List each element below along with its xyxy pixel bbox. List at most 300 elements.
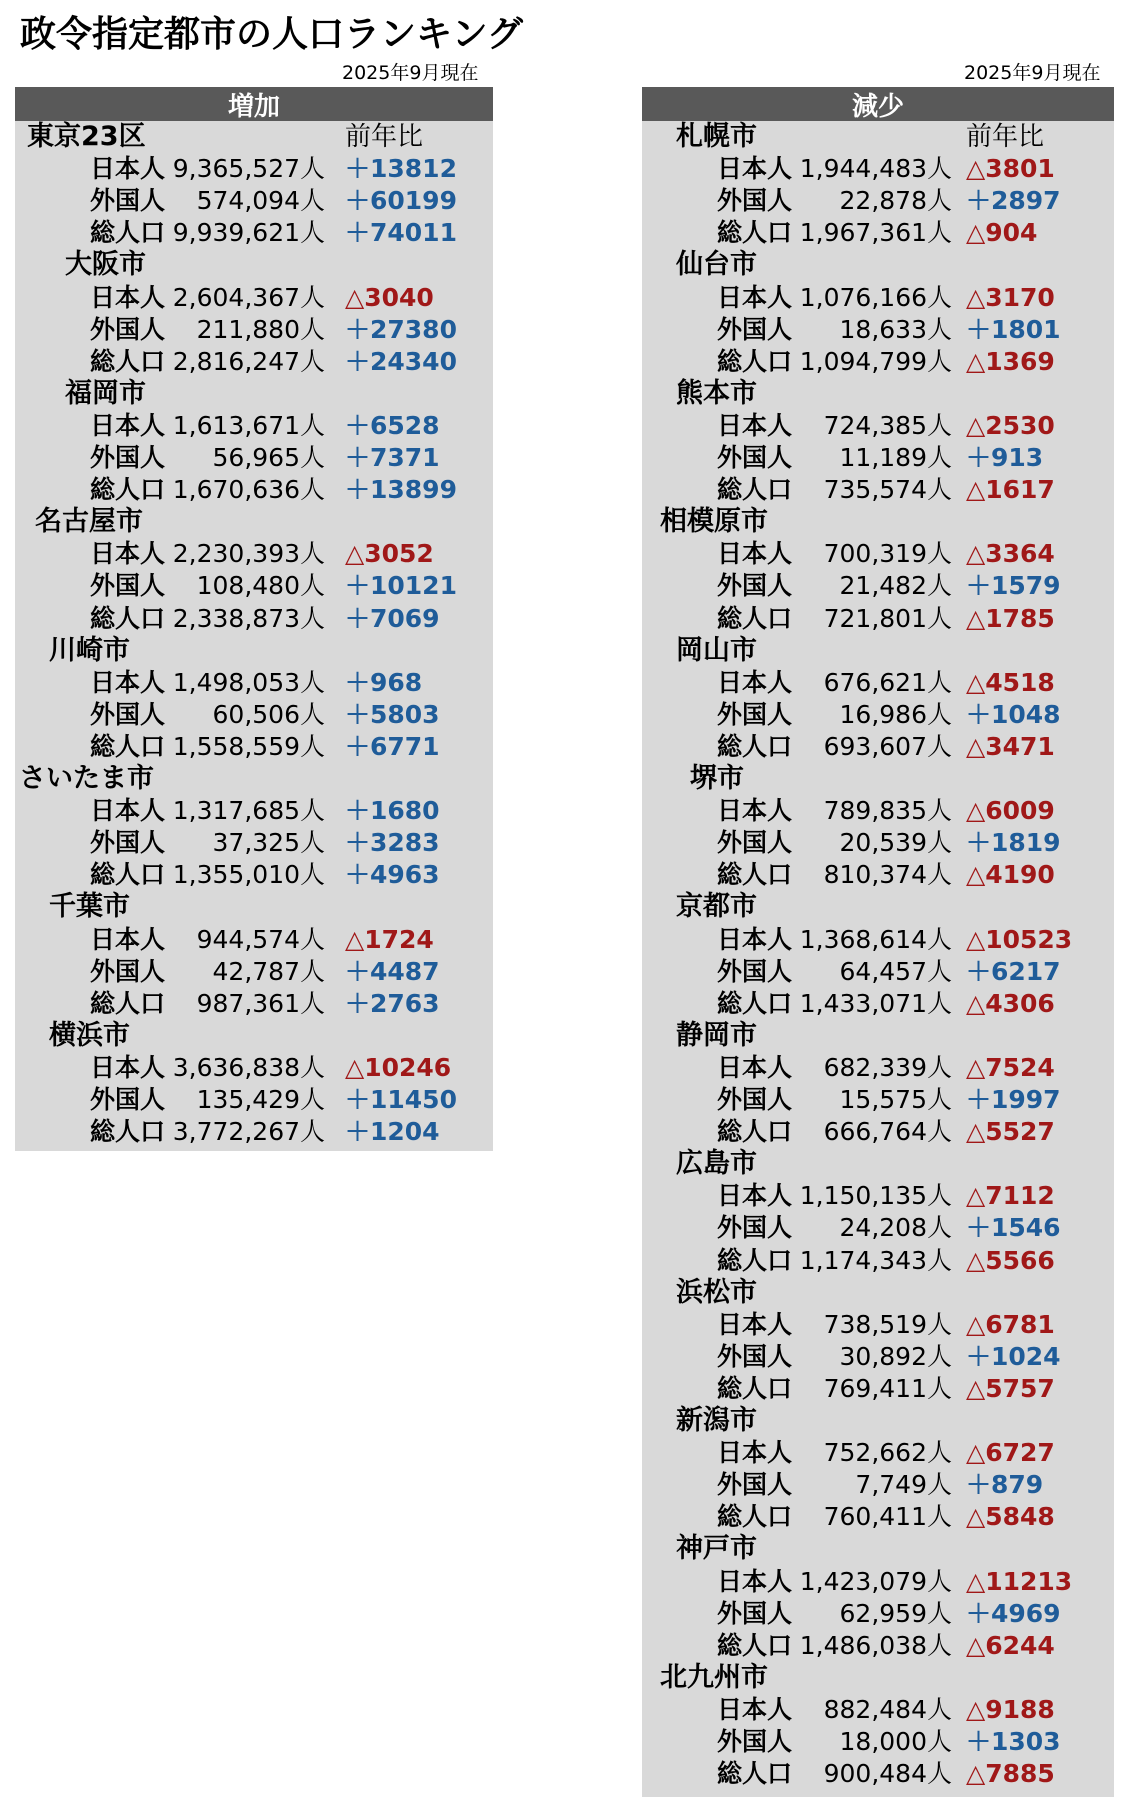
stat-row: [15, 185, 493, 217]
stat-label: 総人口: [89, 731, 165, 761]
stat-label: 外国人: [716, 1085, 792, 1114]
city-name: 東京23区: [27, 121, 146, 152]
city-name: 名古屋市: [35, 506, 143, 538]
stat-label: 日本人: [89, 796, 165, 826]
city-name: 神戸市: [676, 1533, 757, 1565]
stat-row: [642, 314, 1114, 346]
yoy-change: ＋7371: [345, 443, 440, 472]
city-header-row: [642, 1405, 1114, 1437]
yoy-change: ＋879: [966, 1470, 1044, 1500]
stat-row: [642, 282, 1114, 314]
city-name: 福岡市: [65, 377, 146, 409]
yoy-change: △3170: [966, 282, 1055, 312]
population-value: 1,498,053人: [172, 667, 325, 697]
yoy-column-header: 前年比: [966, 122, 1045, 152]
city-header-row: [15, 1020, 493, 1052]
as-of-date-right: 2025年9月現在: [964, 62, 1101, 84]
stat-row: [15, 474, 493, 506]
stat-label: 総人口: [716, 475, 792, 505]
stat-label: 総人口: [716, 1373, 792, 1403]
city-header-row: [15, 763, 493, 795]
stat-row: [15, 346, 493, 378]
stat-label: 日本人: [716, 1309, 792, 1339]
population-value: 42,787人: [212, 956, 325, 986]
stat-row: [642, 859, 1114, 891]
population-value: 1,368,614人: [799, 924, 952, 954]
stat-row: [15, 988, 493, 1020]
population-value: 30,892人: [839, 1341, 952, 1371]
population-value: 769,411人: [823, 1373, 952, 1403]
stat-row: [642, 795, 1114, 827]
yoy-change: △3471: [966, 731, 1055, 761]
stat-row: [642, 924, 1114, 956]
city-name: 相模原市: [660, 506, 768, 538]
stat-label: 日本人: [89, 539, 165, 569]
stat-row: [642, 1212, 1114, 1244]
stat-row: [642, 410, 1114, 442]
yoy-change: ＋11450: [345, 1085, 457, 1114]
stat-label: 日本人: [89, 410, 165, 440]
stat-label: 総人口: [89, 603, 165, 633]
stat-label: 外国人: [716, 1727, 792, 1756]
city-header-row: [642, 1020, 1114, 1052]
yoy-change: ＋27380: [345, 314, 457, 344]
population-value: 810,374人: [823, 860, 952, 890]
city-name: 千葉市: [49, 891, 130, 923]
yoy-change: △3364: [966, 539, 1055, 569]
city-header-row: [642, 763, 1114, 795]
population-value: 9,365,527人: [172, 154, 325, 184]
yoy-change: △7112: [966, 1181, 1055, 1211]
stat-label: 外国人: [716, 1470, 792, 1500]
population-value: 2,816,247人: [172, 346, 325, 376]
population-value: 22,878人: [839, 186, 952, 216]
yoy-change: △7524: [966, 1052, 1055, 1082]
yoy-change: ＋1801: [966, 314, 1061, 344]
stat-row: [15, 1052, 493, 1084]
population-value: 20,539人: [839, 828, 952, 858]
yoy-change: △3040: [345, 282, 434, 312]
yoy-change: △5757: [966, 1373, 1055, 1403]
population-value: 1,317,685人: [172, 796, 325, 826]
stat-row: [15, 731, 493, 763]
population-value: 1,433,071人: [799, 988, 952, 1018]
city-header-row: [15, 378, 493, 410]
yoy-change: △6727: [966, 1438, 1055, 1468]
population-value: 738,519人: [823, 1309, 952, 1339]
yoy-change: △6009: [966, 796, 1055, 826]
stat-label: 外国人: [89, 314, 165, 344]
stat-label: 日本人: [89, 282, 165, 312]
city-name: 静岡市: [676, 1019, 757, 1051]
city-header-row: [642, 1277, 1114, 1309]
stat-label: 総人口: [716, 1759, 792, 1789]
yoy-change: △10246: [345, 1052, 452, 1082]
yoy-change: ＋13812: [345, 154, 457, 184]
city-name: 岡山市: [676, 634, 757, 666]
city-name: 大阪市: [65, 249, 146, 281]
population-value: 944,574人: [196, 924, 325, 954]
population-value: 1,355,010人: [172, 860, 325, 890]
stat-label: 日本人: [716, 282, 792, 312]
city-name: 北九州市: [660, 1661, 768, 1693]
population-value: 56,965人: [212, 443, 325, 472]
stat-row: [642, 603, 1114, 635]
city-header-row: [642, 891, 1114, 923]
stat-label: 外国人: [89, 828, 165, 858]
stat-row: [15, 924, 493, 956]
stat-row: [642, 1501, 1114, 1533]
stat-row: [642, 570, 1114, 602]
yoy-change: ＋1204: [345, 1117, 440, 1147]
population-value: 24,208人: [839, 1213, 952, 1243]
yoy-change: ＋1303: [966, 1727, 1061, 1756]
yoy-change: ＋1048: [966, 699, 1061, 729]
city-name: 堺市: [690, 763, 744, 794]
increase-header: 増加: [15, 87, 493, 121]
population-value: 1,613,671人: [172, 410, 325, 440]
stat-row: [15, 699, 493, 731]
yoy-change: △9188: [966, 1694, 1055, 1724]
yoy-change: ＋1819: [966, 828, 1061, 858]
stat-row: [15, 314, 493, 346]
stat-row: [642, 1726, 1114, 1758]
population-value: 21,482人: [839, 571, 952, 601]
stat-row: [15, 538, 493, 570]
stat-row: [642, 474, 1114, 506]
yoy-change: △5566: [966, 1245, 1055, 1275]
stat-row: [642, 1341, 1114, 1373]
yoy-change: △4306: [966, 988, 1055, 1018]
stat-label: 総人口: [716, 731, 792, 761]
stat-label: 日本人: [89, 154, 165, 184]
stat-row: [15, 282, 493, 314]
population-value: 11,189人: [839, 443, 952, 472]
stat-label: 総人口: [716, 346, 792, 376]
yoy-change: ＋5803: [345, 699, 440, 729]
population-value: 760,411人: [823, 1502, 952, 1532]
city-name: 仙台市: [676, 249, 757, 281]
stat-row: [642, 1630, 1114, 1662]
stat-row: [642, 667, 1114, 699]
yoy-change: ＋7069: [345, 603, 440, 633]
stat-label: 総人口: [716, 860, 792, 890]
population-value: 62,959人: [839, 1598, 952, 1628]
population-value: 60,506人: [212, 699, 325, 729]
stat-label: 外国人: [89, 443, 165, 472]
stat-label: 外国人: [716, 699, 792, 729]
stat-row: [642, 699, 1114, 731]
stat-label: 外国人: [716, 1598, 792, 1628]
city-header-row: [642, 1148, 1114, 1180]
stat-row: [642, 1180, 1114, 1212]
as-of-date-left: 2025年9月現在: [342, 62, 479, 84]
population-value: 1,076,166人: [799, 282, 952, 312]
population-value: 1,558,559人: [172, 731, 325, 761]
population-value: 37,325人: [212, 828, 325, 858]
population-value: 1,967,361人: [799, 218, 952, 248]
stat-row: [642, 1245, 1114, 1277]
yoy-change: ＋2763: [345, 988, 440, 1018]
stat-row: [15, 1084, 493, 1116]
stat-label: 総人口: [89, 475, 165, 505]
stat-label: 総人口: [716, 1630, 792, 1660]
stat-row: [642, 956, 1114, 988]
stat-label: 日本人: [716, 154, 792, 184]
stat-label: 日本人: [716, 539, 792, 569]
yoy-column-header: 前年比: [345, 122, 424, 152]
yoy-change: △5848: [966, 1502, 1055, 1532]
stat-label: 総人口: [716, 603, 792, 633]
yoy-change: △1617: [966, 475, 1055, 505]
stat-row: [15, 827, 493, 859]
city-name: さいたま市: [19, 763, 154, 794]
yoy-change: ＋6217: [966, 956, 1061, 986]
stat-label: 総人口: [89, 860, 165, 890]
stat-label: 総人口: [716, 218, 792, 248]
population-value: 2,338,873人: [172, 603, 325, 633]
stat-label: 総人口: [716, 1502, 792, 1532]
page-title: 政令指定都市の人口ランキング: [20, 14, 523, 55]
stat-label: 外国人: [716, 1213, 792, 1243]
stat-row: [15, 153, 493, 185]
stat-label: 日本人: [716, 1438, 792, 1468]
population-value: 574,094人: [196, 186, 325, 216]
city-name: 浜松市: [676, 1276, 757, 1308]
yoy-change: ＋6528: [345, 410, 440, 440]
city-header-row: [642, 378, 1114, 410]
city-header-row: [642, 249, 1114, 281]
yoy-change: ＋1680: [345, 796, 440, 826]
yoy-change: △1724: [345, 924, 434, 954]
population-value: 666,764人: [823, 1117, 952, 1147]
stat-label: 日本人: [89, 924, 165, 954]
yoy-change: △10523: [966, 924, 1073, 954]
stat-row: [15, 410, 493, 442]
yoy-change: ＋968: [345, 667, 423, 697]
stat-label: 外国人: [89, 186, 165, 216]
city-name: 京都市: [676, 891, 757, 923]
population-value: 18,000人: [839, 1727, 952, 1756]
population-value: 2,230,393人: [172, 539, 325, 569]
yoy-change: ＋13899: [345, 475, 457, 505]
city-name: 広島市: [676, 1148, 757, 1180]
population-value: 1,174,343人: [799, 1245, 952, 1275]
yoy-change: ＋1579: [966, 571, 1061, 601]
yoy-change: △1785: [966, 603, 1055, 633]
stat-label: 日本人: [89, 667, 165, 697]
stat-row: [15, 859, 493, 891]
city-name: 川崎市: [49, 634, 130, 666]
stat-label: 日本人: [716, 1694, 792, 1724]
population-value: 1,094,799人: [799, 346, 952, 376]
yoy-change: ＋1546: [966, 1213, 1061, 1243]
stat-row: [15, 442, 493, 474]
population-value: 682,339人: [823, 1052, 952, 1082]
population-value: 752,662人: [823, 1438, 952, 1468]
stat-label: 日本人: [716, 410, 792, 440]
population-value: 108,480人: [196, 571, 325, 601]
stat-row: [642, 1309, 1114, 1341]
stat-label: 日本人: [89, 1052, 165, 1082]
stat-row: [642, 1566, 1114, 1598]
city-name: 新潟市: [676, 1405, 757, 1436]
population-value: 15,575人: [839, 1085, 952, 1114]
stat-row: [642, 346, 1114, 378]
yoy-change: △4518: [966, 667, 1055, 697]
population-value: 7,749人: [855, 1470, 952, 1500]
stat-label: 外国人: [716, 314, 792, 344]
yoy-change: ＋4969: [966, 1598, 1061, 1628]
stat-label: 総人口: [716, 1245, 792, 1275]
population-value: 3,636,838人: [172, 1052, 325, 1082]
population-value: 987,361人: [196, 988, 325, 1018]
yoy-change: ＋913: [966, 443, 1044, 472]
stat-label: 外国人: [89, 571, 165, 601]
stat-label: 総人口: [89, 346, 165, 376]
population-value: 724,385人: [823, 410, 952, 440]
stat-row: [642, 1598, 1114, 1630]
stat-row: [642, 988, 1114, 1020]
population-value: 18,633人: [839, 314, 952, 344]
stat-row: [642, 1437, 1114, 1469]
yoy-change: ＋1024: [966, 1341, 1061, 1371]
stat-row: [15, 956, 493, 988]
yoy-change: △6781: [966, 1309, 1055, 1339]
city-header-row: [15, 891, 493, 923]
population-value: 1,670,636人: [172, 475, 325, 505]
city-name: 札幌市: [676, 121, 757, 152]
yoy-change: ＋24340: [345, 346, 457, 376]
stat-row: [642, 1469, 1114, 1501]
yoy-change: △7885: [966, 1759, 1055, 1789]
population-value: 64,457人: [839, 956, 952, 986]
yoy-change: △5527: [966, 1117, 1055, 1147]
city-header-row: [642, 1533, 1114, 1565]
population-value: 135,429人: [196, 1085, 325, 1114]
stat-label: 総人口: [89, 218, 165, 248]
stat-row: [642, 827, 1114, 859]
population-value: 700,319人: [823, 539, 952, 569]
stat-label: 外国人: [716, 828, 792, 858]
stat-row: [642, 1052, 1114, 1084]
stat-row: [642, 731, 1114, 763]
population-value: 676,621人: [823, 667, 952, 697]
yoy-change: ＋2897: [966, 186, 1061, 216]
stat-label: 外国人: [716, 186, 792, 216]
yoy-change: △6244: [966, 1630, 1055, 1660]
stat-label: 総人口: [89, 1117, 165, 1147]
stat-label: 外国人: [89, 1085, 165, 1114]
stat-label: 日本人: [716, 1181, 792, 1211]
increase-panel: [15, 87, 493, 1151]
stat-label: 外国人: [89, 699, 165, 729]
population-value: 721,801人: [823, 603, 952, 633]
yoy-change: △2530: [966, 410, 1055, 440]
population-value: 2,604,367人: [172, 282, 325, 312]
yoy-change: △11213: [966, 1566, 1073, 1596]
population-value: 1,944,483人: [799, 154, 952, 184]
city-header-row: [642, 1662, 1114, 1694]
stat-row: [642, 153, 1114, 185]
stat-row: [642, 185, 1114, 217]
city-header-row: [15, 635, 493, 667]
city-header-row: [642, 506, 1114, 538]
stat-row: [642, 1116, 1114, 1148]
stat-label: 外国人: [716, 956, 792, 986]
population-value: 3,772,267人: [172, 1117, 325, 1147]
yoy-change: ＋74011: [345, 218, 457, 248]
stat-label: 総人口: [716, 988, 792, 1018]
yoy-change: ＋6771: [345, 731, 440, 761]
stat-row: [642, 442, 1114, 474]
population-value: 693,607人: [823, 731, 952, 761]
yoy-change: ＋3283: [345, 828, 440, 858]
stat-label: 日本人: [716, 796, 792, 826]
city-header-row: [642, 121, 1114, 153]
decrease-panel: [642, 87, 1114, 1797]
population-value: 735,574人: [823, 475, 952, 505]
stat-row: [15, 217, 493, 249]
yoy-change: ＋60199: [345, 186, 457, 216]
stat-row: [15, 603, 493, 635]
yoy-change: ＋1997: [966, 1085, 1061, 1114]
population-value: 1,486,038人: [799, 1630, 952, 1660]
stat-row: [642, 1758, 1114, 1790]
stat-row: [642, 1373, 1114, 1405]
stat-row: [642, 217, 1114, 249]
population-value: 16,986人: [839, 699, 952, 729]
yoy-change: △3801: [966, 154, 1055, 184]
stat-label: 日本人: [716, 1052, 792, 1082]
stat-row: [642, 538, 1114, 570]
population-value: 1,150,135人: [799, 1181, 952, 1211]
yoy-change: ＋10121: [345, 571, 457, 601]
population-value: 1,423,079人: [799, 1566, 952, 1596]
stat-label: 外国人: [89, 956, 165, 986]
population-value: 882,484人: [823, 1694, 952, 1724]
stat-label: 日本人: [716, 924, 792, 954]
city-name: 熊本市: [676, 377, 757, 409]
yoy-change: △904: [966, 218, 1038, 248]
yoy-change: ＋4487: [345, 956, 440, 986]
stat-label: 外国人: [716, 571, 792, 601]
population-value: 789,835人: [823, 796, 952, 826]
city-header-row: [15, 249, 493, 281]
population-value: 211,880人: [196, 314, 325, 344]
stat-row: [15, 1116, 493, 1148]
stat-label: 日本人: [716, 667, 792, 697]
yoy-change: △3052: [345, 539, 434, 569]
yoy-change: ＋4963: [345, 860, 440, 890]
stat-label: 外国人: [716, 1341, 792, 1371]
stat-label: 総人口: [716, 1117, 792, 1147]
stat-row: [15, 570, 493, 602]
population-value: 9,939,621人: [172, 218, 325, 248]
stat-label: 日本人: [716, 1566, 792, 1596]
city-header-row: [642, 635, 1114, 667]
stat-row: [642, 1694, 1114, 1726]
stat-label: 総人口: [89, 988, 165, 1018]
city-header-row: [15, 121, 493, 153]
stat-row: [15, 795, 493, 827]
stat-row: [642, 1084, 1114, 1116]
decrease-header: 減少: [642, 87, 1114, 121]
stat-label: 外国人: [716, 443, 792, 472]
stat-row: [15, 667, 493, 699]
city-name: 横浜市: [49, 1019, 130, 1051]
population-value: 900,484人: [823, 1759, 952, 1789]
